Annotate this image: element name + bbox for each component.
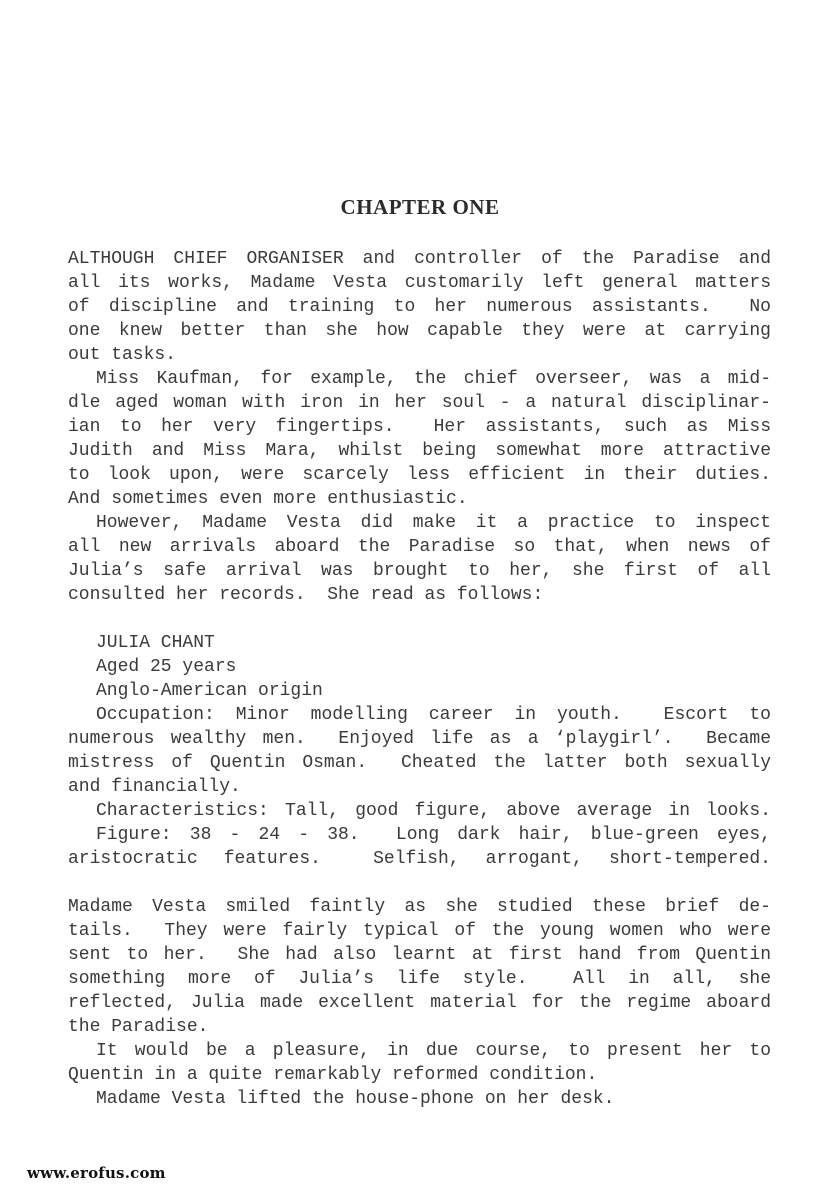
text-line: to look upon, were scarcely less efficient in their duties. — [68, 465, 771, 485]
text-line: reflected, Julia made excellent material for the regime aboard — [68, 993, 771, 1013]
text-line: Quentin in a quite remarkably reformed condition. — [68, 1065, 598, 1085]
paragraph-gap — [68, 607, 771, 631]
text-line: Figure: 38 - 24 - 38. Long dark hair, blue-green eyes, — [96, 825, 771, 845]
text-line: However, Madame Vesta did make it a practice to inspect — [96, 513, 771, 533]
text-line: And sometimes even more enthusiastic. — [68, 489, 468, 509]
text-line: aristocratic features. Selfish, arrogant, short-tempered. — [68, 849, 771, 869]
watermark: www.erofus.com — [27, 1164, 166, 1182]
text-line: It would be a pleasure, in due course, to present her to — [96, 1041, 771, 1061]
text-line: all its works, Madame Vesta customarily left general matters — [68, 273, 771, 293]
chapter-title: CHAPTER ONE — [340, 195, 500, 219]
text-line: Occupation: Minor modelling career in youth. Escort to — [96, 705, 771, 725]
text-line: and financially. — [68, 777, 241, 797]
text-line: ALTHOUGH CHIEF ORGANISER and controller of the Paradise and — [68, 249, 771, 269]
text-line: mistress of Quentin Osman. Cheated the latter both sexually — [68, 753, 771, 773]
text-line: Aged 25 years — [96, 657, 237, 677]
text-line: tails. They were fairly typical of the young women who were — [68, 921, 771, 941]
body-text — [68, 247, 771, 1111]
text-line: of discipline and training to her numerous assistants. No — [68, 297, 771, 317]
text-line: out tasks. — [68, 345, 177, 365]
text-line: JULIA CHANT — [96, 633, 215, 653]
text-line: dle aged woman with iron in her soul - a natural disciplinar- — [68, 393, 771, 413]
text-line: the Paradise. — [68, 1017, 209, 1037]
text-line: Madame Vesta lifted the house-phone on her desk. — [96, 1089, 615, 1109]
text-line: something more of Julia’s life style. All in all, she — [68, 969, 771, 989]
text-line: one knew better than she how capable they were at carrying — [68, 321, 771, 341]
text-line: numerous wealthy men. Enjoyed life as a ‘playgirl’. Became — [68, 729, 771, 749]
text-line: Anglo-American origin — [96, 681, 323, 701]
text-line: Characteristics: Tall, good figure, above average in looks. — [96, 801, 771, 821]
text-line: Madame Vesta smiled faintly as she studied these brief de- — [68, 897, 771, 917]
text-line: all new arrivals aboard the Paradise so that, when news of — [68, 537, 771, 557]
text-line: Judith and Miss Mara, whilst being somewhat more attractive — [68, 441, 771, 461]
text-line: Miss Kaufman, for example, the chief overseer, was a mid- — [96, 369, 771, 389]
text-line: consulted her records. She read as follows: — [68, 585, 544, 605]
text-line: Julia’s safe arrival was brought to her, she first of all — [68, 561, 771, 581]
paragraph-gap — [68, 871, 771, 895]
text-line: ian to her very fingertips. Her assistants, such as Miss — [68, 417, 771, 437]
text-line: sent to her. She had also learnt at first hand from Quentin — [68, 945, 771, 965]
